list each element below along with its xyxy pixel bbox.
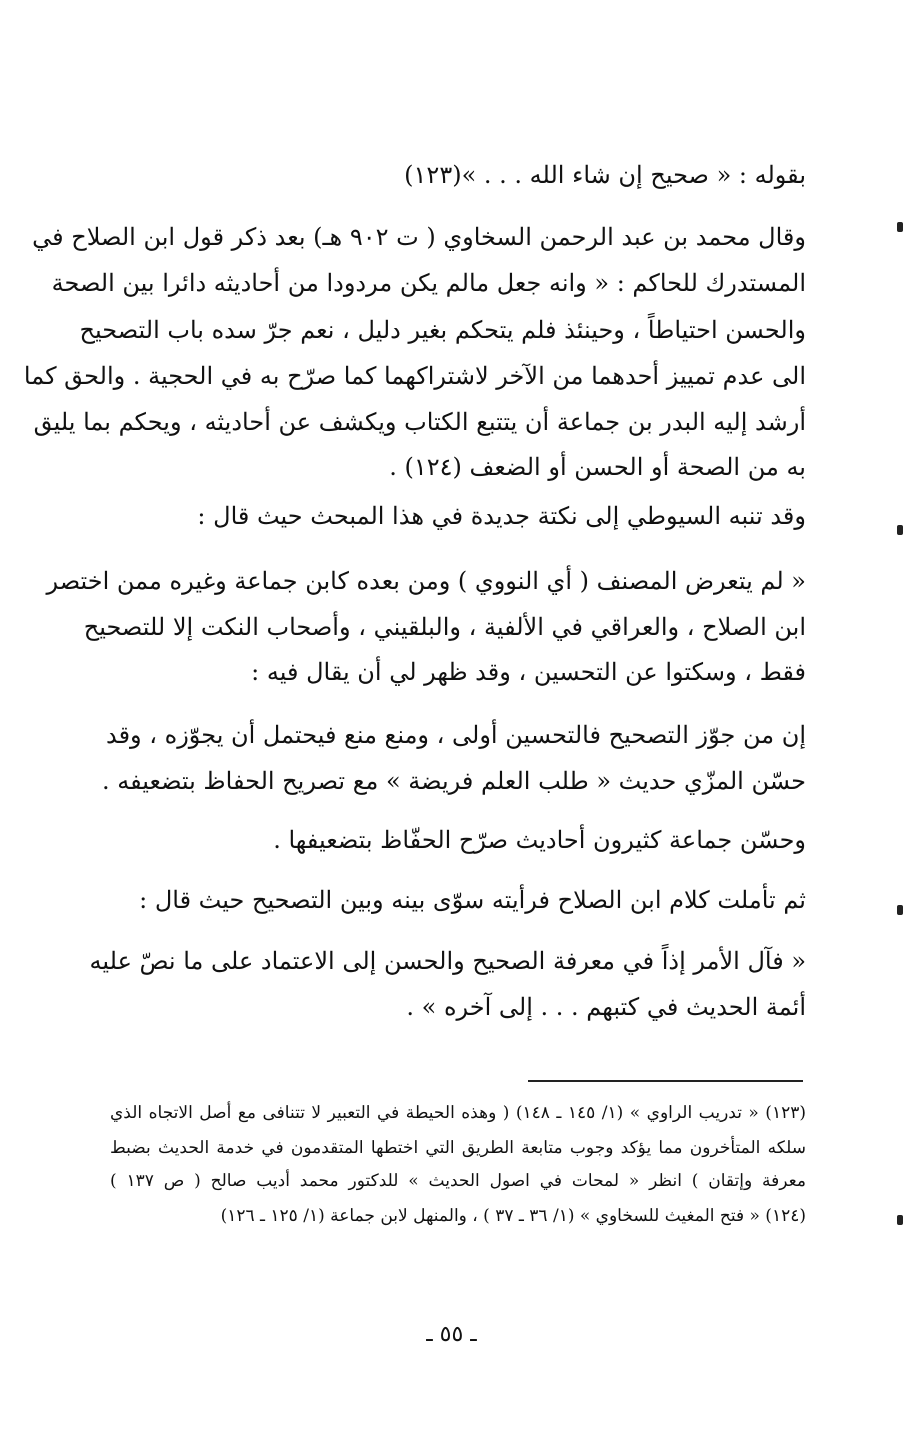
body-line-7: به من الصحة أو الحسن أو الضعف (١٢٤) . — [389, 453, 806, 481]
quote-line-3: فقط ، وسكتوا عن التحسين ، وقد ظهر لي أن يقال فيه : — [251, 658, 806, 686]
scan-edge-mark — [897, 905, 903, 915]
footnote-line-2: سلكه المتأخرون مما يؤكد وجوب متابعة الطريق التي اختطها المتقدمون في خدمة الحديث بضبط — [110, 1138, 806, 1158]
scan-edge-mark — [897, 525, 903, 535]
scan-edge-mark — [897, 1215, 903, 1225]
footnote-line-4: (١٢٤) « فتح المغيث للسخاوي » (١/ ٣٦ ـ ٣٧ ) ، والمنهل لابن جماعة (١/ ١٢٥ ـ ١٢٦) — [220, 1206, 806, 1226]
page-number: ـ ٥٥ ـ — [426, 1322, 477, 1347]
body-line-6: أرشد إليه البدر بن جماعة أن يتتبع الكتاب ويكشف عن أحاديثه ، ويحكم بما يليق — [33, 408, 806, 436]
body-line-8: وقد تنبه السيوطي إلى نكتة جديدة في هذا المبحث حيث قال : — [197, 502, 806, 530]
quote-line-2: ابن الصلاح ، والعراقي في الألفية ، والبلقيني ، وأصحاب النكت إلا للتصحيح — [83, 613, 806, 641]
body-line-1: بقوله : « صحيح إن شاء الله . . . »(١٢٣) — [404, 161, 806, 189]
quote-line-4: إن من جوّز التصحيح فالتحسين أولى ، ومنع منع فيحتمل أن يجوّزه ، وقد — [105, 721, 806, 749]
quote-line-9: أئمة الحديث في كتبهم . . . إلى آخره » . — [406, 993, 806, 1021]
footnote-line-3: معرفة وإتقان ) انظر « لمحات في اصول الحديث » للدكتور محمد أديب صالح ( ص ١٣٧ ) — [110, 1171, 806, 1191]
body-line-3: المستدرك للحاكم : « وانه جعل مالم يكن مردودا من أحاديثه دائرا بين الصحة — [51, 269, 806, 297]
quote-line-7: ثم تأملت كلام ابن الصلاح فرأيته سوّى بينه وبين التصحيح حيث قال : — [139, 886, 806, 914]
quote-line-5: حسّن المزّي حديث « طلب العلم فريضة » مع تصريح الحفاظ بتضعيفه . — [101, 767, 806, 795]
body-line-5: الى عدم تمييز أحدهما من الآخر لاشتراكهما كما صرّح به في الحجية . والحق كما — [23, 362, 806, 390]
body-line-2: وقال محمد بن عبد الرحمن السخاوي ( ت ٩٠٢ هـ) بعد ذكر قول ابن الصلاح في — [32, 223, 806, 251]
footnote-separator — [528, 1080, 803, 1082]
footnote-line-1: (١٢٣) « تدريب الراوي » (١/ ١٤٥ ـ ١٤٨) ( وهذه الحيطة في التعبير لا تتنافى مع أصل الاتجاه الذي — [110, 1103, 806, 1123]
body-line-4: والحسن احتياطاً ، وحينئذ فلم يتحكم بغير دليل ، نعم جرّ سده باب التصحيح — [79, 316, 806, 344]
scan-edge-mark — [897, 222, 903, 232]
quote-line-8: « فآل الأمر إذاً في معرفة الصحيح والحسن إلى الاعتماد على ما نصّ عليه — [89, 947, 806, 975]
quote-line-6: وحسّن جماعة كثيرون أحاديث صرّح الحفّاظ بتضعيفها . — [273, 826, 806, 854]
quote-line-1: « لم يتعرض المصنف ( أي النووي ) ومن بعده كابن جماعة وغيره ممن اختصر — [46, 567, 806, 595]
